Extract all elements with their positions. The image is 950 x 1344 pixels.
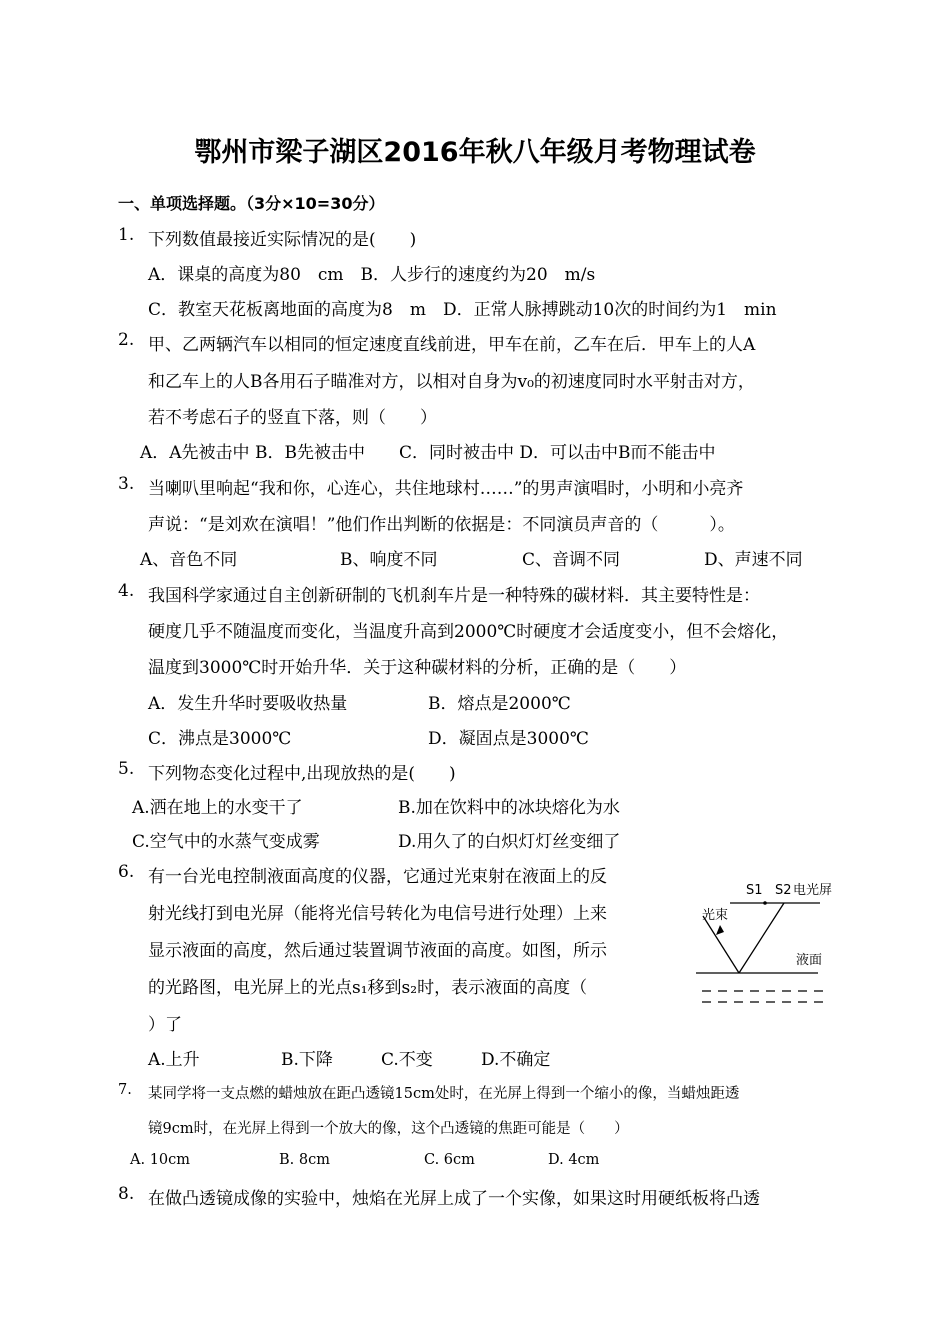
option-d: D.用久了的白炽灯灯丝变细了 xyxy=(398,832,621,852)
option-line: A．课桌的高度为80 cm B．人步行的速度约为20 m/s xyxy=(148,265,596,285)
option-d: D. 4cm xyxy=(548,1152,600,1168)
liquid-label: 液面 xyxy=(796,953,823,968)
question-number: 3. xyxy=(118,474,135,494)
option-line: C．教室天花板离地面的高度为8 m D．正常人脉搏跳动10次的时间约为1 min xyxy=(148,300,777,320)
incident-beam xyxy=(703,916,739,973)
question-stem: 若不考虑石子的竖直下落，则（ ） xyxy=(148,408,437,428)
question-number: 6. xyxy=(118,862,135,882)
question-stem: 在做凸透镜成像的实验中，烛焰在光屏上成了一个实像，如果这时用硬纸板将凸透 xyxy=(148,1189,760,1209)
option-a: A.洒在地上的水变干了 xyxy=(132,798,303,818)
option-b: B．熔点是2000℃ xyxy=(428,694,571,714)
option-a: A. 10cm xyxy=(130,1152,191,1168)
question-stem: 和乙车上的人B各用石子瞄准对方，以相对自身为v₀的初速度同时水平射击对方， xyxy=(148,372,755,392)
beam-arrow-icon xyxy=(716,925,724,935)
question-stem: 硬度几乎不随温度而变化，当温度升高到2000℃时硬度才会适度变小，但不会熔化， xyxy=(148,622,789,642)
screen-label: 电光屏 xyxy=(793,883,833,898)
question-number: 1. xyxy=(118,225,135,245)
question-stem: 下列物态变化过程中,出现放热的是( ) xyxy=(148,764,456,784)
s2-label: S2 xyxy=(775,883,792,898)
beam-label: 光束 xyxy=(702,908,729,923)
question-stem: 下列数值最接近实际情况的是( ) xyxy=(148,230,417,250)
question-number: 7. xyxy=(118,1082,132,1098)
question-number: 2. xyxy=(118,330,135,350)
option-b: B.下降 xyxy=(281,1050,333,1070)
reflected-beam xyxy=(739,903,784,973)
question-stem: 声说：“是刘欢在演唱！”他们作出判断的依据是：不同演员声音的（ ）。 xyxy=(148,515,735,535)
option-a: A.上升 xyxy=(148,1050,200,1070)
s1-point xyxy=(763,901,767,905)
option-d: D．凝固点是3000℃ xyxy=(428,729,589,749)
light-path-diagram xyxy=(686,872,836,1007)
option-c: C．沸点是3000℃ xyxy=(148,729,292,749)
question-stem: 显示液面的高度，然后通过装置调节液面的高度。如图，所示 xyxy=(148,941,607,961)
question-stem: 温度到3000℃时开始升华．关于这种碳材料的分析，正确的是（ ） xyxy=(148,658,687,678)
option-line: A．A先被击中 B．B先被击中 C．同时被击中 D．可以击中B而不能击中 xyxy=(140,443,716,463)
question-stem: 射光线打到电光屏（能将光信号转化为电信号进行处理）上来 xyxy=(148,904,607,924)
s1-label: S1 xyxy=(746,883,763,898)
option-b: B. 8cm xyxy=(279,1152,330,1168)
option-d: D.不确定 xyxy=(481,1050,551,1070)
option-a: A．发生升华时要吸收热量 xyxy=(148,694,348,714)
question-stem: 有一台光电控制液面高度的仪器，它通过光束射在液面上的反 xyxy=(148,867,607,887)
option-c: C.空气中的水蒸气变成雾 xyxy=(132,832,320,852)
question-stem: 当喇叭里响起“我和你，心连心，共住地球村……”的男声演唱时，小明和小亮齐 xyxy=(148,479,744,499)
page-title: 鄂州市梁子湖区2016年秋八年级月考物理试卷 xyxy=(194,137,756,168)
question-stem: 我国科学家通过自主创新研制的飞机刹车片是一种特殊的碳材料．其主要特性是： xyxy=(148,586,760,606)
option-c: C. 6cm xyxy=(424,1152,475,1168)
option-a: A、音色不同 xyxy=(140,550,238,570)
question-stem: 镜9cm时，在光屏上得到一个放大的像，这个凸透镜的焦距可能是（ ） xyxy=(148,1121,629,1137)
question-number: 8. xyxy=(118,1184,135,1204)
option-b: B.加在饮料中的冰块熔化为水 xyxy=(398,798,620,818)
question-number: 4. xyxy=(118,581,135,601)
question-stem: ）了 xyxy=(148,1015,182,1035)
option-c: C、音调不同 xyxy=(522,550,621,570)
section-heading: 一、单项选择题。（3分×10=30分） xyxy=(118,194,385,213)
question-stem: 的光路图，电光屏上的光点s₁移到s₂时，表示液面的高度（ xyxy=(148,978,588,998)
question-stem: 某同学将一支点燃的蜡烛放在距凸透镜15cm处时，在光屏上得到一个缩小的像，当蜡烛距透 xyxy=(148,1086,740,1102)
option-b: B、响度不同 xyxy=(340,550,438,570)
question-stem: 甲、乙两辆汽车以相同的恒定速度直线前进，甲车在前，乙车在后．甲车上的人A xyxy=(148,335,756,355)
option-c: C.不变 xyxy=(381,1050,433,1070)
question-number: 5. xyxy=(118,759,135,779)
option-d: D、声速不同 xyxy=(704,550,803,570)
